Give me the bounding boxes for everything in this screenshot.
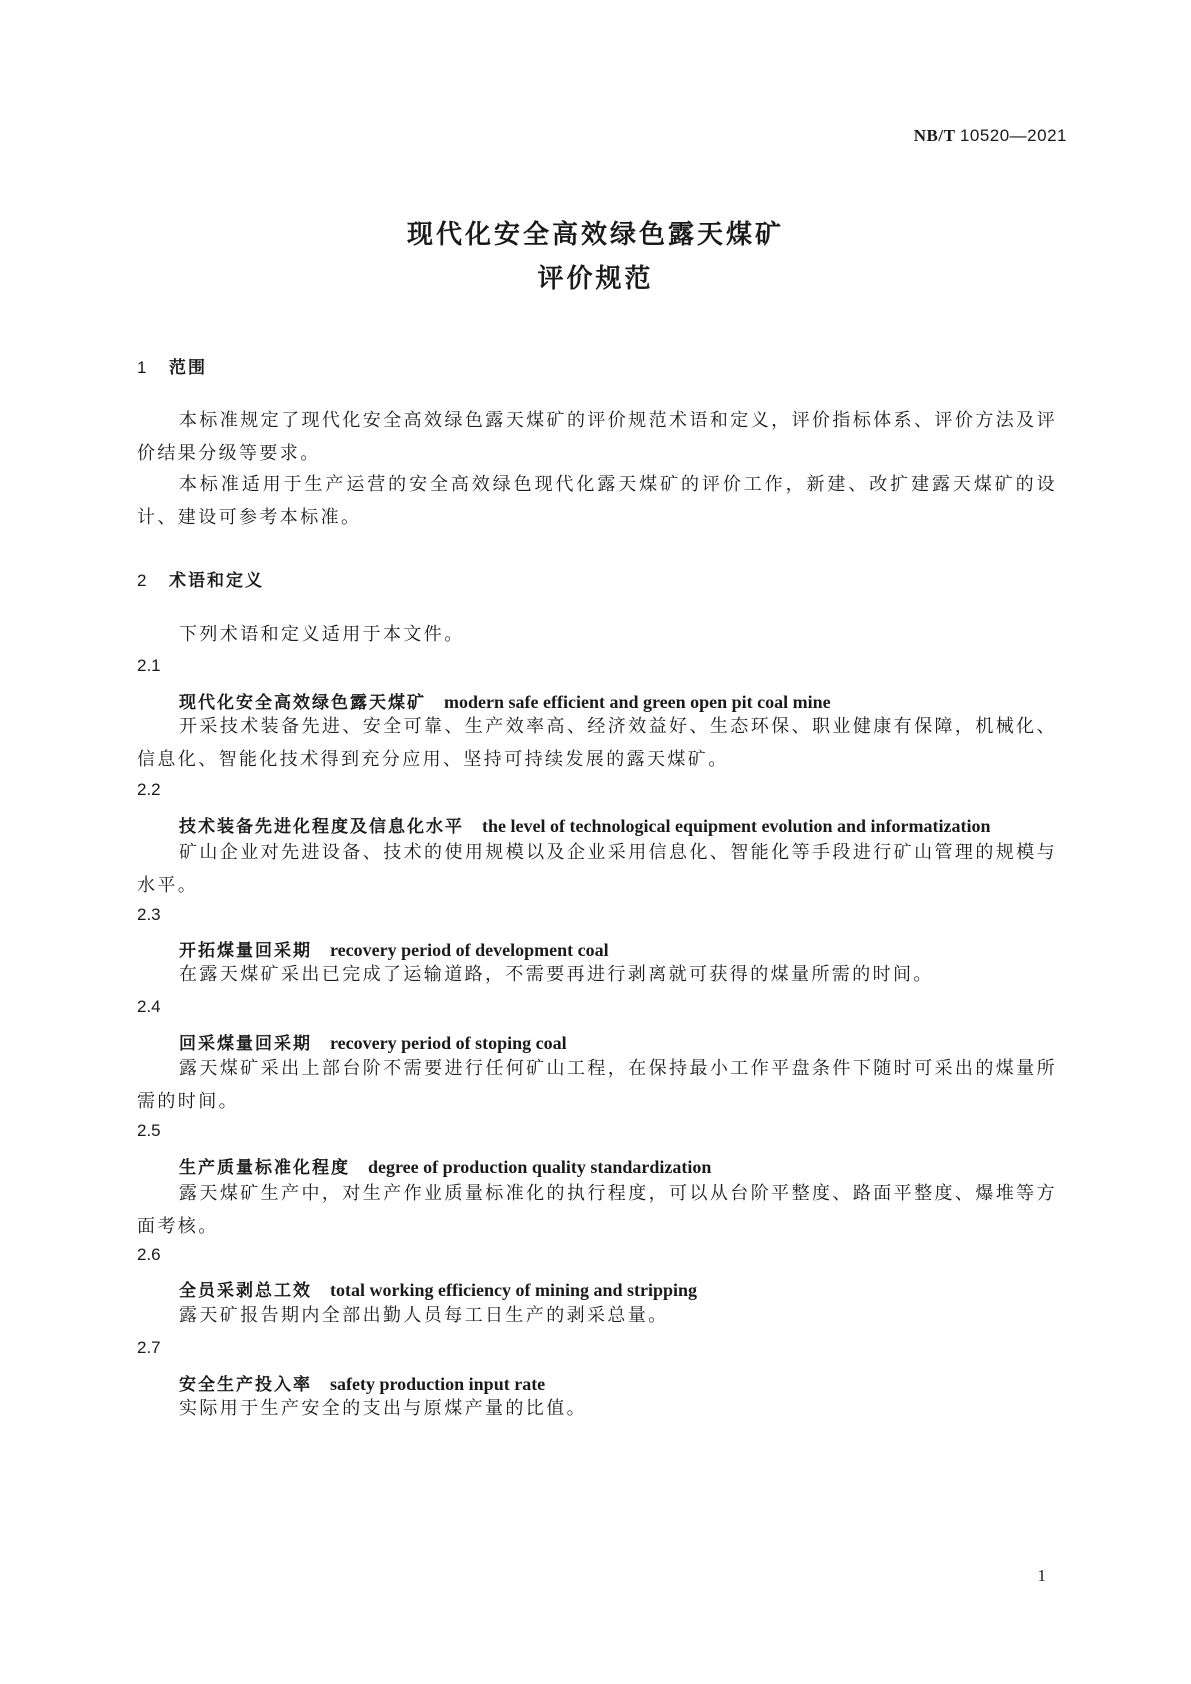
term-definition: 矿山企业对先进设备、技术的使用规模以及企业采用信息化、智能化等手段进行矿山管理的规模与水平。 <box>137 842 1057 896</box>
standard-code <box>914 126 1067 146</box>
term-number: 2.7 <box>137 1338 161 1357</box>
term-definition: 开采技术装备先进、安全可靠、生产效率高、经济效益好、生态环保、职业健康有保障，机械化、信息化、智能化技术得到充分应用、坚持可持续发展的露天煤矿。 <box>137 716 1057 770</box>
section-title: 术语和定义 <box>169 571 264 591</box>
term-heading <box>179 1276 697 1301</box>
term-chinese: 现代化安全高效绿色露天煤矿 <box>179 693 426 713</box>
term-english: recovery period of development coal <box>330 940 609 960</box>
term-english: safety production input rate <box>330 1374 546 1394</box>
section-number: 1 <box>137 358 147 377</box>
section-2-heading <box>137 566 264 591</box>
paragraph: 本标准规定了现代化安全高效绿色露天煤矿的评价规范术语和定义，评价指标体系、评价方法及评价结果分级等要求。 <box>137 410 1057 464</box>
standard-prefix: NB/T <box>913 126 956 145</box>
paragraph: 本标准适用于生产运营的安全高效绿色现代化露天煤矿的评价工作，新建、改扩建露天煤矿的设计、建设可参考本标准。 <box>137 474 1057 528</box>
document-title-line1: 现代化安全高效绿色露天煤矿 <box>406 220 784 250</box>
term-english: total working efficiency of mining and stripping <box>330 1280 698 1300</box>
term-number: 2.3 <box>137 905 161 924</box>
term-english: the level of technological equipment evolution and informatization <box>482 816 991 836</box>
term-chinese: 生产质量标准化程度 <box>179 1158 350 1178</box>
section-1-heading <box>137 353 207 378</box>
page-number: 1 <box>1037 1566 1046 1585</box>
term-definition: 实际用于生产安全的支出与原煤产量的比值。 <box>179 1398 587 1419</box>
document-title-line2: 评价规范 <box>537 264 654 294</box>
section-title: 范围 <box>169 358 207 378</box>
term-heading <box>179 1029 567 1054</box>
section-number: 2 <box>137 571 147 590</box>
term-definition: 露天煤矿采出上部台阶不需要进行任何矿山工程，在保持最小工作平盘条件下随时可采出的煤量所需的时间。 <box>137 1058 1057 1112</box>
term-definition: 在露天煤矿采出已完成了运输道路，不需要再进行剥离就可获得的煤量所需的时间。 <box>179 964 934 985</box>
section-intro: 下列术语和定义适用于本文件。 <box>179 624 465 645</box>
term-chinese: 安全生产投入率 <box>179 1375 312 1395</box>
term-number: 2.4 <box>137 997 161 1016</box>
term-english: degree of production quality standardization <box>368 1157 712 1177</box>
term-number: 2.1 <box>137 656 161 675</box>
standard-number: 10520—2021 <box>959 126 1067 145</box>
term-heading <box>179 1153 711 1178</box>
term-definition: 露天煤矿生产中，对生产作业质量标准化的执行程度，可以从台阶平整度、路面平整度、爆堆等方面考核。 <box>137 1183 1057 1237</box>
term-chinese: 回采煤量回采期 <box>179 1034 312 1054</box>
term-english: recovery period of stoping coal <box>330 1033 567 1053</box>
term-chinese: 开拓煤量回采期 <box>179 941 312 961</box>
term-number: 2.6 <box>137 1245 161 1264</box>
term-heading <box>179 812 990 837</box>
term-number: 2.5 <box>137 1121 161 1140</box>
term-definition: 露天矿报告期内全部出勤人员每工日生产的剥采总量。 <box>179 1305 669 1326</box>
term-number: 2.2 <box>137 780 161 799</box>
term-chinese: 技术装备先进化程度及信息化水平 <box>179 817 464 837</box>
term-english: modern safe efficient and green open pit coal mine <box>444 692 831 712</box>
term-chinese: 全员采剥总工效 <box>179 1281 312 1301</box>
